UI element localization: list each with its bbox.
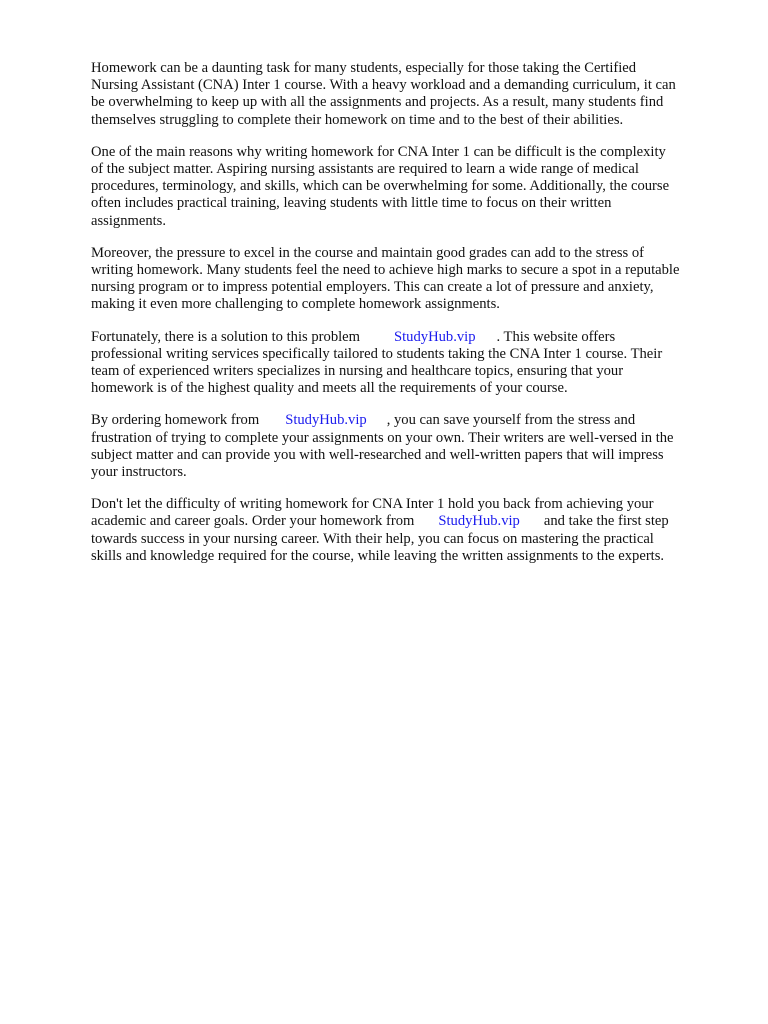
text-line: Homework can be a daunting task for many students, especially for those taking the Certified — [91, 60, 637, 76]
studyhub-link[interactable]: StudyHub.vip — [438, 513, 520, 530]
paragraph-solution — [91, 329, 721, 398]
text-line: themselves struggling to complete their homework on time and to the best of their abilities. — [91, 111, 624, 128]
text-line: your instructors. — [91, 464, 187, 481]
studyhub-link[interactable]: StudyHub.vip — [394, 328, 476, 345]
paragraph-ordering — [91, 412, 721, 481]
text-line: frustration of trying to complete your assignments on your own. Their writers are well-versed in the — [91, 429, 674, 446]
text-segment: , you can save yourself from the stress and — [386, 412, 636, 429]
text-line: homework is of the highest quality and meets all the requirements of your course. — [91, 380, 568, 397]
text-line: Moreover, the pressure to excel in the course and maintain good grades can add to the stress of — [91, 244, 644, 261]
text-line — [91, 412, 721, 429]
text-segment: and take the first step — [543, 513, 669, 530]
text-line: towards success in your nursing career. With their help, you can focus on mastering the practical — [91, 530, 654, 547]
text-line: skills and knowledge required for the course, while leaving the written assignments to the experts. — [91, 547, 665, 564]
text-line: often includes practical training, leaving students with little time to focus on their written — [91, 195, 612, 212]
text-line: team of experienced writers specializes in nursing and healthcare topics, ensuring that your — [91, 363, 624, 380]
text-line: Nursing Assistant (CNA) Inter 1 course. With a heavy workload and a demanding curriculum, it can — [91, 77, 676, 94]
paragraph-closing — [91, 496, 721, 565]
text-segment: Fortunately, there is a solution to this problem — [91, 328, 361, 345]
text-line: be overwhelming to keep up with all the assignments and projects. As a result, many students find — [91, 94, 664, 111]
text-line: making it even more challenging to complete homework assignments. — [91, 296, 500, 313]
text-line: assignments. — [91, 212, 166, 229]
text-line: subject matter and can provide you with well-researched and well-written papers that will impress — [91, 446, 664, 463]
text-line: professional writing services specifically tailored to students taking the CNA Inter 1 course. Their — [91, 345, 663, 362]
paragraph-reasons — [91, 144, 721, 230]
text-segment: academic and career goals. Order your homework from — [91, 513, 415, 530]
text-segment: By ordering homework from — [91, 412, 260, 429]
text-line — [91, 513, 721, 530]
document-page — [91, 60, 721, 580]
text-line: nursing program or to impress potential employers. This can create a lot of pressure and anxiety, — [91, 279, 654, 296]
text-line: writing homework. Many students feel the need to achieve high marks to secure a spot in a reputable — [91, 262, 680, 279]
text-line: Don't let the difficulty of writing homework for CNA Inter 1 hold you back from achieving your — [91, 496, 654, 513]
text-line: One of the main reasons why writing homework for CNA Inter 1 can be difficult is the complexity — [91, 143, 666, 160]
text-line — [91, 329, 721, 346]
text-line: procedures, terminology, and skills, which can be overwhelming for some. Additionally, the course — [91, 178, 670, 195]
paragraph-pressure — [91, 245, 721, 314]
text-segment: . This website offers — [496, 328, 616, 345]
studyhub-link[interactable]: StudyHub.vip — [285, 412, 367, 429]
text-line: of the subject matter. Aspiring nursing assistants are required to learn a wide range of medical — [91, 161, 639, 178]
paragraph-intro — [91, 60, 721, 129]
